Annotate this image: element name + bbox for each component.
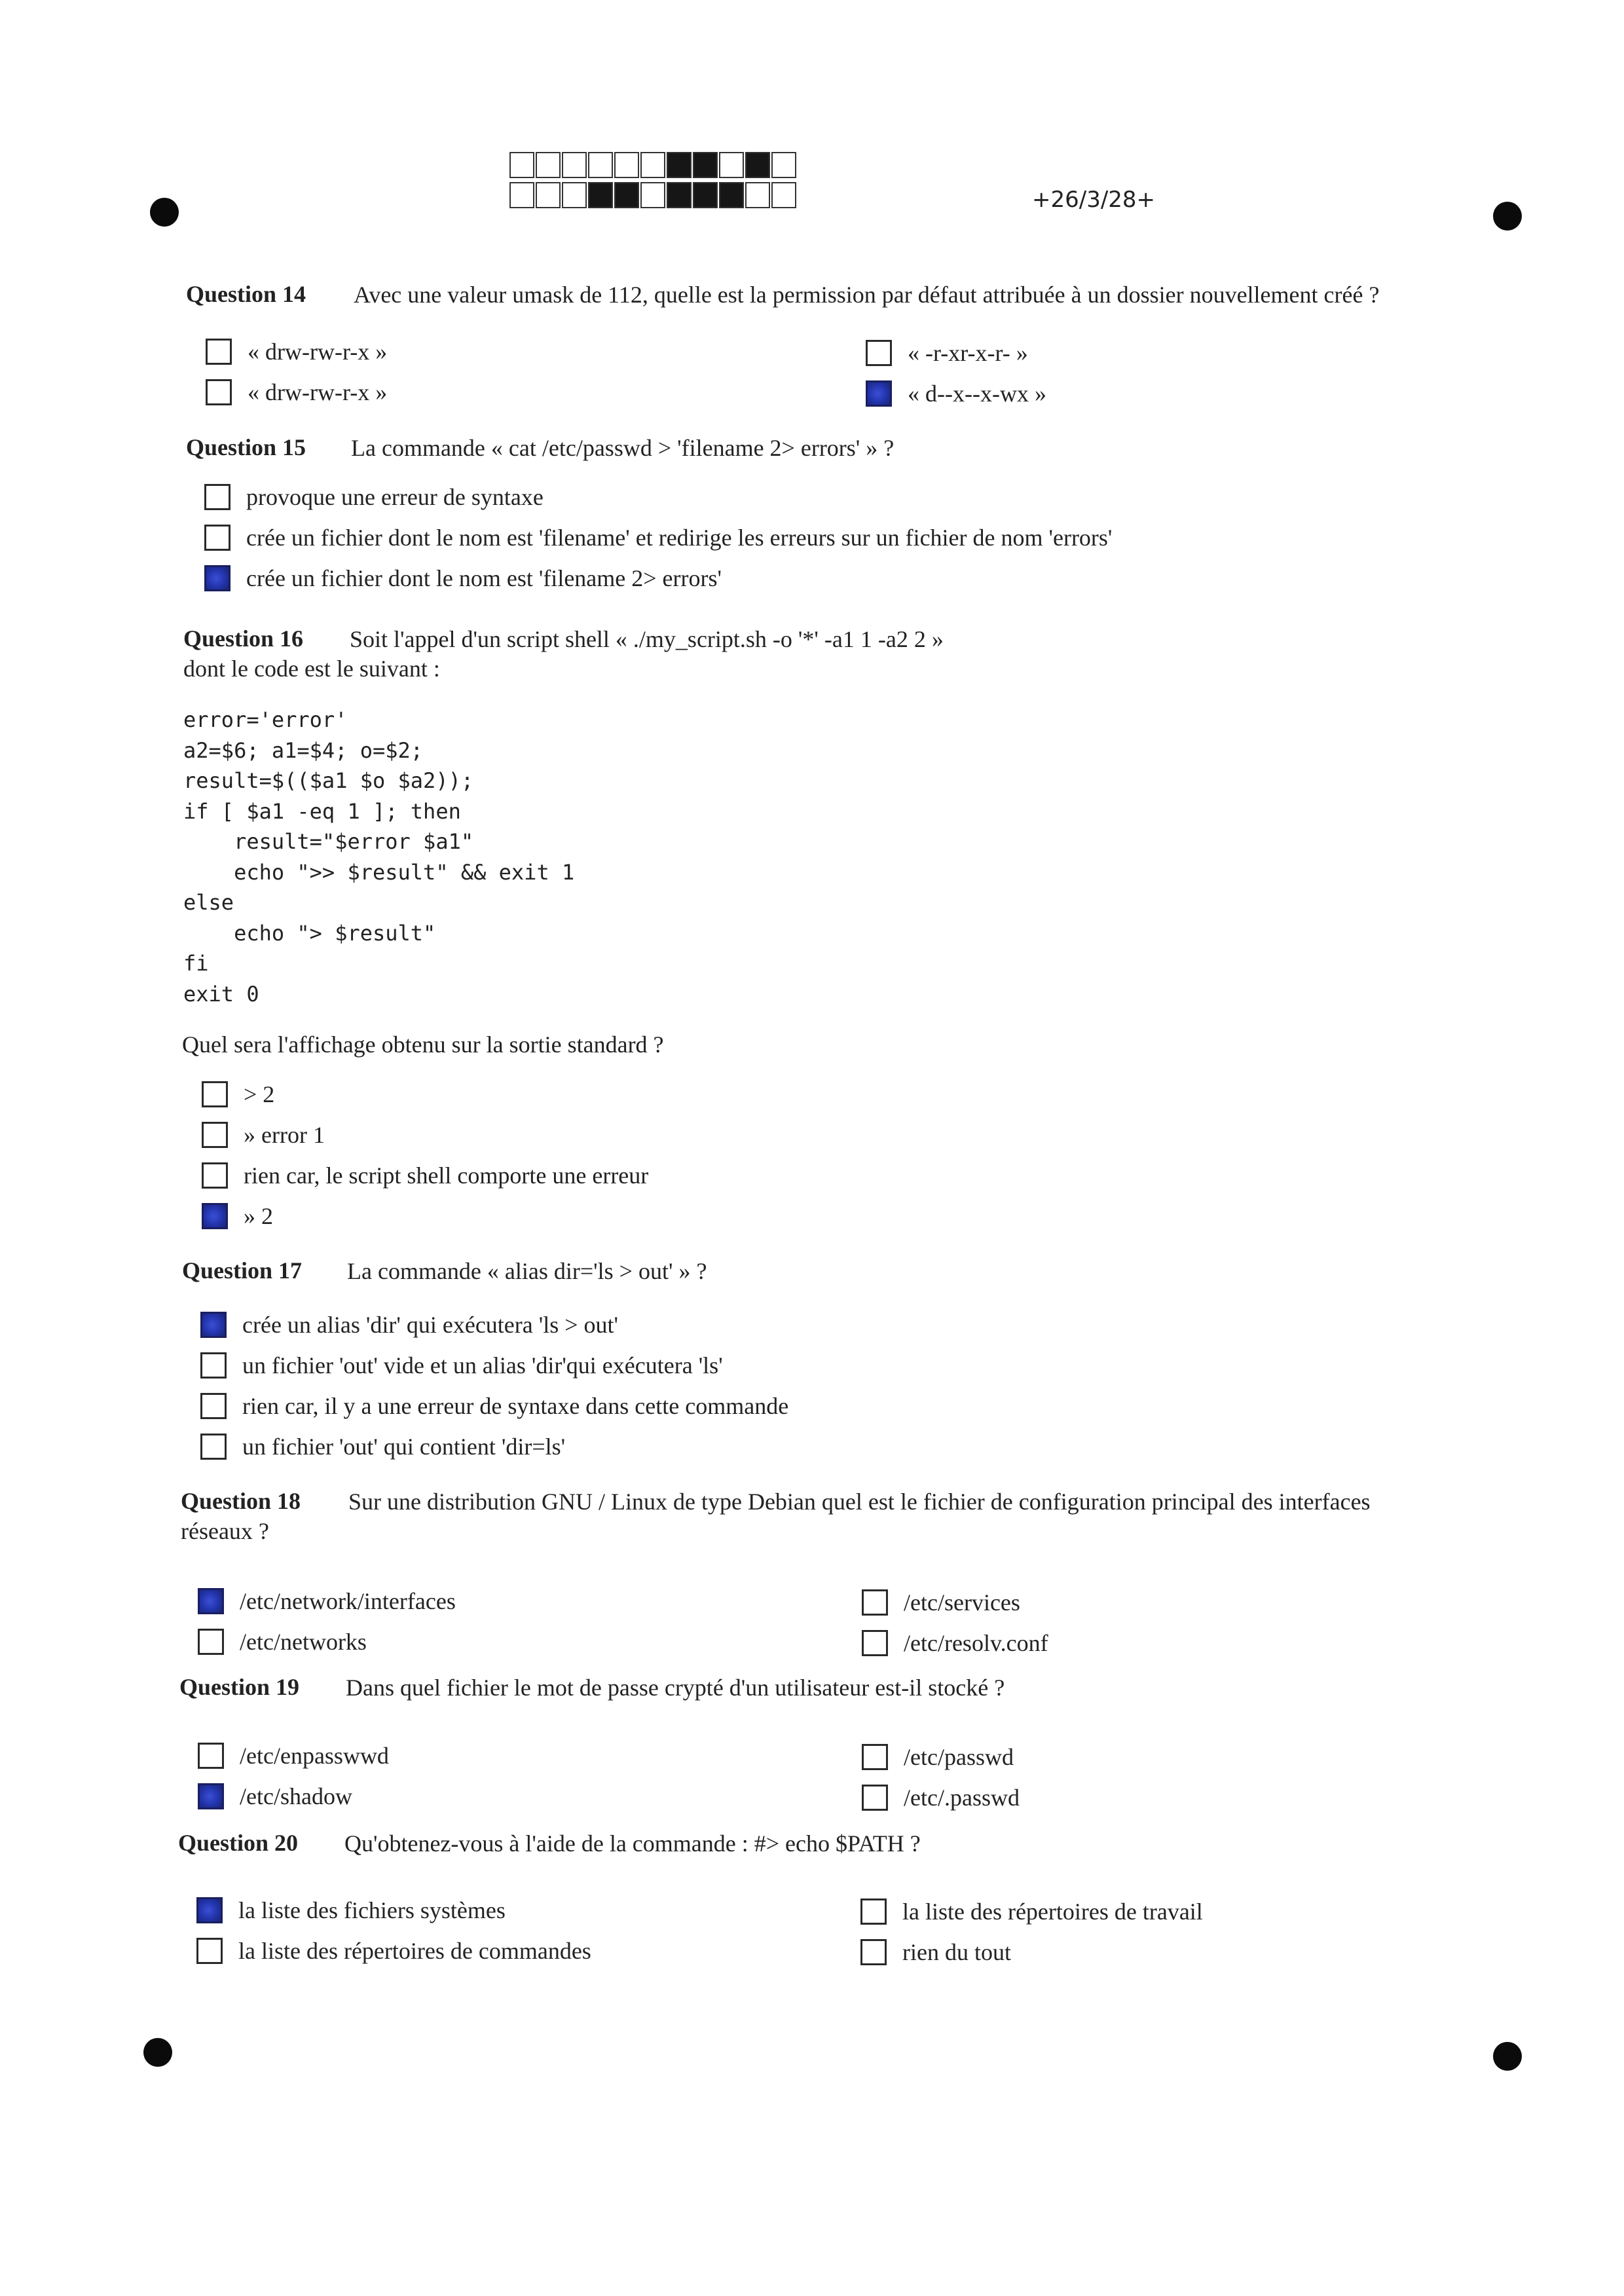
q18-option-4[interactable] bbox=[862, 1629, 1048, 1657]
id-cell bbox=[745, 182, 770, 208]
question-16-number: Question 16 bbox=[183, 625, 304, 652]
q14-option-1[interactable] bbox=[206, 338, 387, 365]
checkbox[interactable] bbox=[200, 1434, 227, 1460]
option-label: « -r-xr-x-r- » bbox=[908, 340, 1028, 366]
option-label: rien car, il y a une erreur de syntaxe dans cette commande bbox=[242, 1393, 789, 1419]
q18-option-3[interactable] bbox=[862, 1589, 1020, 1616]
checkbox[interactable] bbox=[204, 565, 231, 591]
checkbox[interactable] bbox=[198, 1629, 224, 1655]
q15-option-3[interactable] bbox=[204, 565, 722, 592]
registration-mark-top-left bbox=[150, 198, 179, 227]
id-cell bbox=[509, 182, 534, 208]
id-cell bbox=[509, 152, 534, 178]
option-label: /etc/.passwd bbox=[904, 1785, 1020, 1811]
q20-option-1[interactable] bbox=[196, 1897, 506, 1924]
option-label: la liste des répertoires de travail bbox=[902, 1898, 1203, 1925]
id-cell bbox=[536, 152, 561, 178]
script-code: error='error' a2=$6; a1=$4; o=$2; result=$(($a1 $o $a2)); if [ $a1 -eq 1 ]; then result="$error $a1" echo ">> $result" && exit 1 else echo "> $result" fi exit 0 bbox=[183, 707, 575, 1007]
registration-mark-bottom-right bbox=[1493, 2042, 1522, 2071]
checkbox[interactable] bbox=[202, 1081, 228, 1107]
option-label: /etc/networks bbox=[240, 1629, 367, 1655]
checkbox[interactable] bbox=[196, 1938, 223, 1964]
question-17-text: La commande « alias dir='ls > out' » ? bbox=[347, 1258, 707, 1284]
q16-option-2[interactable] bbox=[202, 1121, 325, 1149]
option-label: crée un fichier dont le nom est 'filename' et redirige les erreurs sur un fichier de nom 'errors' bbox=[246, 525, 1113, 551]
checkbox[interactable] bbox=[200, 1352, 227, 1379]
question-16-text: Soit l'appel d'un script shell « ./my_script.sh -o '*' -a1 1 -a2 2 » bbox=[350, 626, 944, 652]
option-label: crée un alias 'dir' qui exécutera 'ls > out' bbox=[242, 1312, 619, 1338]
checkbox[interactable] bbox=[198, 1588, 224, 1614]
id-cell bbox=[667, 182, 692, 208]
id-cell bbox=[588, 152, 613, 178]
question-15-text: La commande « cat /etc/passwd > 'filename 2> errors' » ? bbox=[351, 435, 895, 461]
checkbox[interactable] bbox=[196, 1897, 223, 1923]
id-cell bbox=[693, 182, 718, 208]
q19-option-3[interactable] bbox=[862, 1743, 1014, 1771]
id-cell bbox=[640, 152, 665, 178]
checkbox[interactable] bbox=[866, 380, 892, 407]
question-18-text-cont: réseaux ? bbox=[181, 1518, 269, 1544]
option-label: crée un fichier dont le nom est 'filename 2> errors' bbox=[246, 565, 722, 591]
student-id-boxes bbox=[509, 152, 798, 212]
question-14-text: Avec une valeur umask de 112, quelle est la permission par défaut attribuée à un dossier nouvellement créé ? bbox=[354, 282, 1380, 308]
q19-option-4[interactable] bbox=[862, 1784, 1020, 1811]
q20-option-3[interactable] bbox=[860, 1898, 1203, 1925]
id-cell bbox=[562, 152, 587, 178]
registration-mark-bottom-left bbox=[143, 2038, 172, 2067]
id-cell bbox=[719, 152, 744, 178]
option-label: /etc/services bbox=[904, 1589, 1020, 1616]
checkbox[interactable] bbox=[862, 1589, 888, 1616]
checkbox[interactable] bbox=[200, 1312, 227, 1338]
question-19-number: Question 19 bbox=[179, 1674, 300, 1700]
option-label: /etc/resolv.conf bbox=[904, 1630, 1048, 1656]
checkbox[interactable] bbox=[860, 1939, 887, 1965]
registration-mark-top-right bbox=[1493, 202, 1522, 231]
checkbox[interactable] bbox=[862, 1744, 888, 1770]
q15-option-1[interactable] bbox=[204, 483, 544, 511]
q20-option-4[interactable] bbox=[860, 1938, 1011, 1966]
question-20-text: Qu'obtenez-vous à l'aide de la commande : #> echo $PATH ? bbox=[344, 1830, 921, 1857]
option-label: /etc/shadow bbox=[240, 1783, 352, 1809]
id-cell bbox=[771, 152, 796, 178]
checkbox[interactable] bbox=[866, 340, 892, 366]
option-label: /etc/network/interfaces bbox=[240, 1588, 456, 1614]
checkbox[interactable] bbox=[202, 1122, 228, 1148]
option-label: « drw-rw-r-x » bbox=[248, 339, 388, 365]
option-label: rien car, le script shell comporte une erreur bbox=[244, 1162, 649, 1189]
id-row bbox=[509, 182, 798, 208]
question-16-text-cont: dont le code est le suivant : bbox=[183, 656, 440, 682]
option-label: » error 1 bbox=[244, 1122, 325, 1148]
option-label: un fichier 'out' vide et un alias 'dir'qui exécutera 'ls' bbox=[242, 1352, 723, 1379]
q16-option-1[interactable] bbox=[202, 1081, 274, 1108]
id-row bbox=[509, 152, 798, 178]
id-cell bbox=[536, 182, 561, 208]
id-cell bbox=[614, 182, 639, 208]
checkbox[interactable] bbox=[198, 1743, 224, 1769]
checkbox[interactable] bbox=[860, 1898, 887, 1925]
id-cell bbox=[693, 152, 718, 178]
checkbox[interactable] bbox=[206, 379, 232, 405]
checkbox[interactable] bbox=[862, 1785, 888, 1811]
q18-option-1[interactable] bbox=[198, 1587, 456, 1615]
q19-option-2[interactable] bbox=[198, 1783, 352, 1810]
id-cell bbox=[640, 182, 665, 208]
checkbox[interactable] bbox=[206, 339, 232, 365]
id-cell bbox=[667, 152, 692, 178]
checkbox[interactable] bbox=[204, 484, 231, 510]
checkbox[interactable] bbox=[202, 1203, 228, 1229]
q20-option-2[interactable] bbox=[196, 1937, 591, 1965]
q19-option-1[interactable] bbox=[198, 1742, 389, 1769]
q18-option-2[interactable] bbox=[198, 1628, 367, 1656]
option-label: la liste des fichiers systèmes bbox=[238, 1897, 506, 1923]
id-cell bbox=[588, 182, 613, 208]
option-label: « d--x--x-wx » bbox=[908, 380, 1046, 407]
checkbox[interactable] bbox=[862, 1630, 888, 1656]
checkbox[interactable] bbox=[204, 525, 231, 551]
option-label: /etc/passwd bbox=[904, 1744, 1014, 1770]
q17-option-2[interactable] bbox=[200, 1352, 723, 1379]
q16-option-4[interactable] bbox=[202, 1202, 273, 1230]
option-label: » 2 bbox=[244, 1203, 273, 1229]
option-label: > 2 bbox=[244, 1081, 275, 1107]
option-label: rien du tout bbox=[902, 1939, 1011, 1965]
question-16-prompt: Quel sera l'affichage obtenu sur la sortie standard ? bbox=[182, 1031, 664, 1058]
question-14-number: Question 14 bbox=[186, 281, 306, 307]
checkbox[interactable] bbox=[198, 1783, 224, 1809]
q17-option-4[interactable] bbox=[200, 1433, 565, 1460]
q17-option-1[interactable] bbox=[200, 1311, 618, 1339]
id-cell bbox=[562, 182, 587, 208]
question-17-number: Question 17 bbox=[182, 1257, 303, 1284]
option-label: un fichier 'out' qui contient 'dir=ls' bbox=[242, 1434, 566, 1460]
option-label: « drw-rw-r-x » bbox=[248, 379, 388, 405]
question-18-text: Sur une distribution GNU / Linux de type Debian quel est le fichier de configuration principal des interfaces bbox=[348, 1489, 1371, 1515]
id-cell bbox=[745, 152, 770, 178]
q15-option-2[interactable] bbox=[204, 524, 1112, 551]
checkbox[interactable] bbox=[202, 1162, 228, 1189]
page-code: +26/3/28+ bbox=[1032, 187, 1156, 213]
id-cell bbox=[614, 152, 639, 178]
checkbox[interactable] bbox=[200, 1393, 227, 1419]
id-cell bbox=[771, 182, 796, 208]
id-cell bbox=[719, 182, 744, 208]
question-15-number: Question 15 bbox=[186, 434, 306, 460]
q16-option-3[interactable] bbox=[202, 1162, 648, 1189]
question-20-number: Question 20 bbox=[178, 1830, 299, 1856]
question-19-text: Dans quel fichier le mot de passe crypté d'un utilisateur est-il stocké ? bbox=[346, 1675, 1005, 1701]
q17-option-3[interactable] bbox=[200, 1392, 788, 1420]
q14-option-2[interactable] bbox=[206, 379, 387, 406]
q14-option-3[interactable] bbox=[866, 339, 1028, 367]
option-label: /etc/enpasswwd bbox=[240, 1743, 389, 1769]
option-label: provoque une erreur de syntaxe bbox=[246, 484, 544, 510]
option-label: la liste des répertoires de commandes bbox=[238, 1938, 591, 1964]
q14-option-4[interactable] bbox=[866, 380, 1046, 407]
question-18-number: Question 18 bbox=[181, 1488, 301, 1514]
